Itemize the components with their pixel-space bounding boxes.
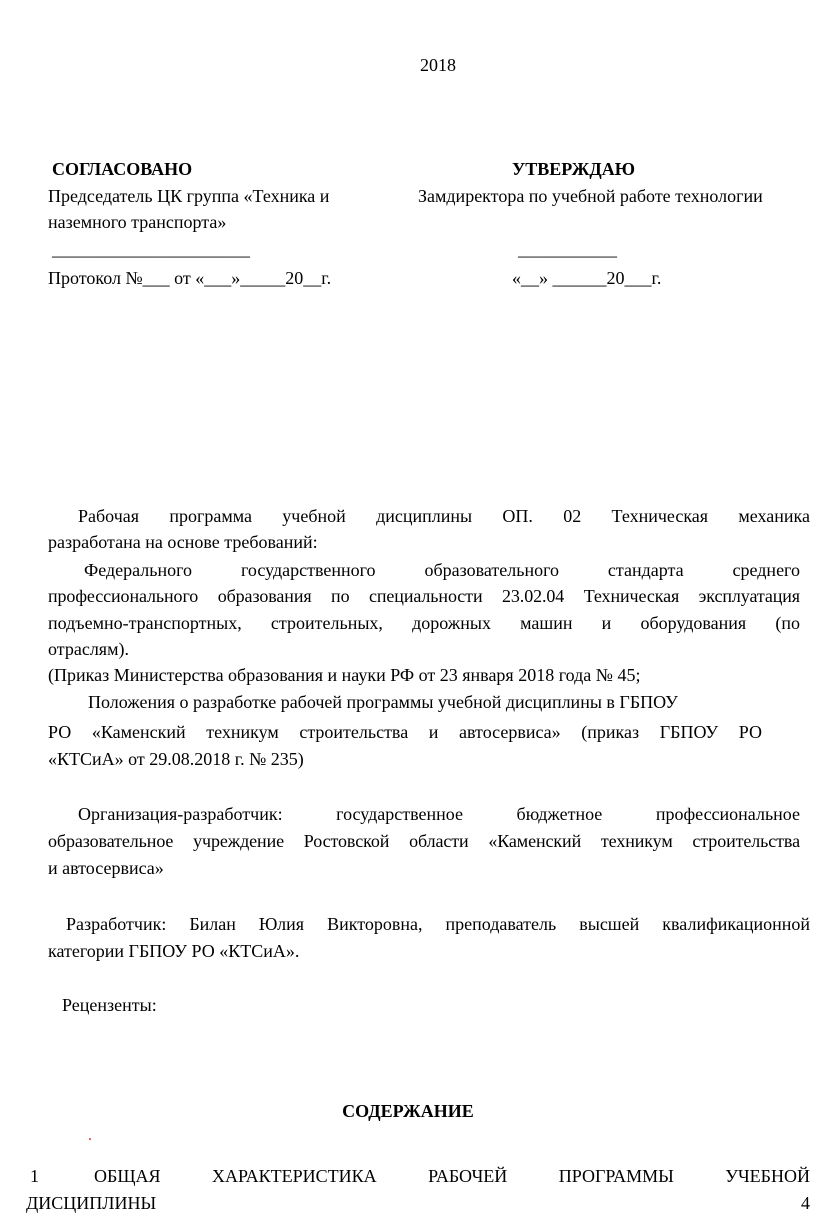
contents-item-page: 4 [801, 1193, 810, 1213]
organization-line1: Организация-разработчик: государственное бюджетное профессиональное [78, 804, 800, 824]
regulation-line1: Положения о разработке рабочей программы учебной дисциплины в ГБПОУ [88, 692, 678, 712]
fgos-line3: подъемно-транспортных, строительных, дорожных машин и оборудования (по [48, 613, 800, 633]
organization-line2: образовательное учреждение Ростовской области «Каменский техникум строительства [48, 831, 800, 851]
agreed-protocol: Протокол №___ от «___»_____20__г. [48, 268, 332, 288]
document-year: 2018 [420, 55, 456, 75]
contents-item-number: 1 [30, 1166, 39, 1186]
approve-signature-line: ___________ [518, 239, 617, 259]
red-dot-marker: . [88, 1127, 92, 1144]
program-basis-line2: разработана на основе требований: [48, 532, 318, 552]
agreed-chair-line2: наземного транспорта» [48, 212, 227, 232]
program-basis-line1: Рабочая программа учебной дисциплины ОП. 02 Техническая механика [78, 506, 810, 526]
fgos-line1: Федерального государственного образовательного стандарта среднего [84, 560, 800, 580]
approve-heading: УТВЕРЖДАЮ [512, 159, 636, 179]
agreed-signature-line: ______________________ [52, 239, 250, 259]
developer-line1: Разработчик: Билан Юлия Викторовна, преподаватель высшей квалификационной [66, 914, 810, 934]
agreed-heading: СОГЛАСОВАНО [52, 159, 193, 179]
reviewers-label: Рецензенты: [62, 995, 157, 1015]
regulation-line2: РО «Каменский техникум строительства и автосервиса» (приказ ГБПОУ РО [48, 722, 762, 742]
contents-item-title-line2: ДИСЦИПЛИНЫ [26, 1193, 157, 1213]
approve-position: Замдиректора по учебной работе технологии [418, 186, 763, 206]
organization-line3: и автосервиса» [48, 858, 164, 878]
contents-item-title-line1: ОБЩАЯ ХАРАКТЕРИСТИКА РАБОЧЕЙ ПРОГРАММЫ УЧЕБНОЙ [94, 1166, 810, 1186]
regulation-line3: «КТСиА» от 29.08.2018 г. № 235) [48, 749, 304, 769]
developer-line2: категории ГБПОУ РО «КТСиА». [48, 941, 300, 961]
agreed-chair-line1: Председатель ЦК группа «Техника и [48, 186, 330, 206]
ministry-order: (Приказ Министерства образования и науки РФ от 23 января 2018 года № 45; [48, 665, 641, 685]
approve-date: «__» ______20___г. [512, 268, 662, 288]
fgos-line4: отраслям). [48, 639, 129, 659]
contents-title: СОДЕРЖАНИЕ [342, 1101, 474, 1121]
fgos-line2: профессионального образования по специальности 23.02.04 Техническая эксплуатация [48, 586, 800, 606]
